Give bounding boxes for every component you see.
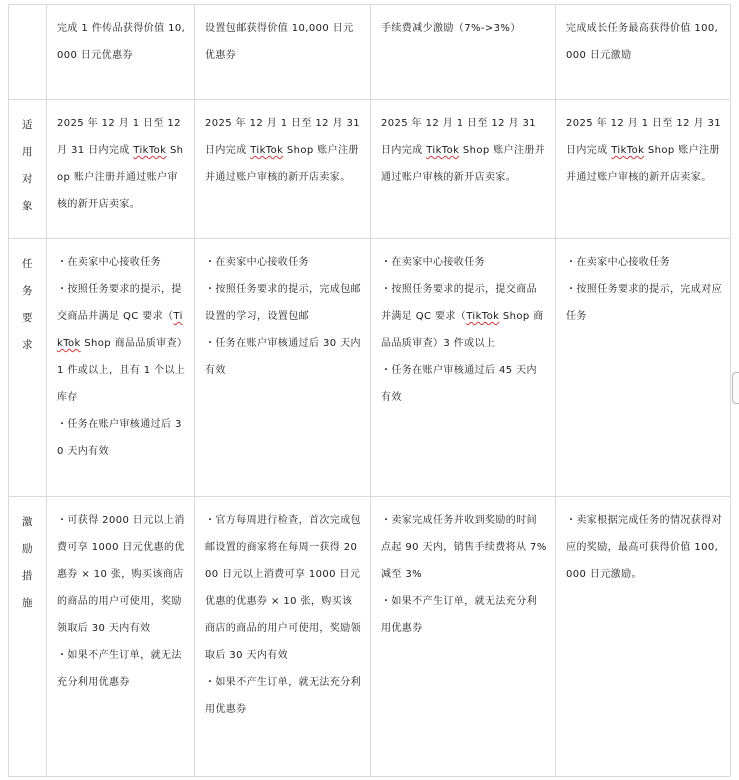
audience-cell-2: 2025 年 12 月 1 日至 12 月 31 日内完成 TikTok Shop 账户注册并通过账户审核的新开店卖家。 — [195, 100, 371, 239]
task-item: ・在卖家中心接收任务 — [205, 257, 309, 268]
task-item: ・按照任务要求的提示，提交商品并满足 QC 要求（TikTok Shop 商品品质审查）3 件或以上 — [381, 284, 544, 349]
reward-cell-2 — [195, 497, 371, 777]
header-cell-1: 完成 1 件传品获得价值 10,000 日元优惠券 — [47, 5, 195, 100]
task-cell-3 — [371, 239, 556, 497]
task-cell-2 — [195, 239, 371, 497]
reward-item: ・卖家根据完成任务的情况获得对应的奖励，最高可获得价值 100,000 日元激励。 — [566, 515, 722, 580]
task-cell-4 — [556, 239, 731, 497]
reward-cell-4 — [556, 497, 731, 777]
reward-item: ・如果不产生订单，就无法充分利用优惠券 — [57, 650, 182, 688]
task-item: ・任务在账户审核通过后 30 天内有效 — [205, 338, 361, 376]
spellcheck-word: TikTok — [57, 311, 183, 349]
header-cell-2: 设置包邮获得价值 10,000 日元优惠券 — [195, 5, 371, 100]
table-header-row — [9, 5, 731, 100]
side-scroll-handle[interactable] — [732, 372, 739, 404]
reward-item: ・可获得 2000 日元以上消费可享 1000 日元优惠的优惠券 × 10 张，购买该商店的商品的用户可使用，奖励领取后 30 天内有效 — [57, 515, 185, 634]
row-label-task: 任 务 要 求 — [9, 239, 47, 497]
spellcheck-word: TikTok — [426, 145, 460, 156]
table-row-audience — [9, 100, 731, 239]
audience-cell-3: 2025 年 12 月 1 日至 12 月 31 日内完成 TikTok Shop 账户注册并通过账户审核的新开店卖家。 — [371, 100, 556, 239]
incentive-table — [8, 4, 731, 777]
spellcheck-word: TikTok — [611, 145, 645, 156]
spellcheck-word: TikTok — [466, 311, 500, 322]
reward-cell-3 — [371, 497, 556, 777]
reward-item: ・如果不产生订单，就无法充分利用优惠券 — [381, 596, 537, 634]
task-item: ・按照任务要求的提示，完成对应任务 — [566, 284, 722, 322]
table-row-task — [9, 239, 731, 497]
task-item: ・任务在账户审核通过后 45 天内有效 — [381, 365, 537, 403]
table-row-reward — [9, 497, 731, 777]
spellcheck-word: TikTok — [133, 145, 167, 156]
task-item: ・任务在账户审核通过后 30 天内有效 — [57, 419, 182, 457]
corner-cell — [9, 5, 47, 100]
task-item: ・在卖家中心接收任务 — [566, 257, 670, 268]
reward-item: ・如果不产生订单，就无法充分利用优惠券 — [205, 677, 361, 715]
spellcheck-word: TikTok — [250, 145, 284, 156]
reward-item: ・官方每周进行检查，首次完成包邮设置的商家将在每周一获得 2000 日元以上消费可享 1000 日元优惠的优惠券 × 10 张，购买该商店的商品的用户可使用，奖励领取后 30 天内有效 — [205, 515, 361, 661]
header-cell-4: 完成成长任务最高获得价值 100,000 日元激励 — [556, 5, 731, 100]
reward-item: ・卖家完成任务并收到奖励的时间点起 90 天内，销售手续费将从 7% 减至 3% — [381, 515, 547, 580]
task-item: ・在卖家中心接收任务 — [57, 257, 161, 268]
task-item: ・按照任务要求的提示，完成包邮设置的学习，设置包邮 — [205, 284, 361, 322]
task-item: ・按照任务要求的提示，提交商品并满足 QC 要求（TikTok Shop 商品品质审查）1 件或以上，且有 1 个以上库存 — [57, 284, 186, 403]
audience-cell-4: 2025 年 12 月 1 日至 12 月 31 日内完成 TikTok Shop 账户注册并通过账户审核的新开店卖家。 — [556, 100, 731, 239]
audience-cell-1: 2025 年 12 月 1 日至 12 月 31 日内完成 TikTok Shop 账户注册并通过账户审核的新开店卖家。 — [47, 100, 195, 239]
task-cell-1 — [47, 239, 195, 497]
row-label-audience: 适 用 对 象 — [9, 100, 47, 239]
row-label-reward: 激 励 措 施 — [9, 497, 47, 777]
task-item: ・在卖家中心接收任务 — [381, 257, 485, 268]
reward-cell-1 — [47, 497, 195, 777]
header-cell-3: 手续费减少激励（7%->3%） — [371, 5, 556, 100]
